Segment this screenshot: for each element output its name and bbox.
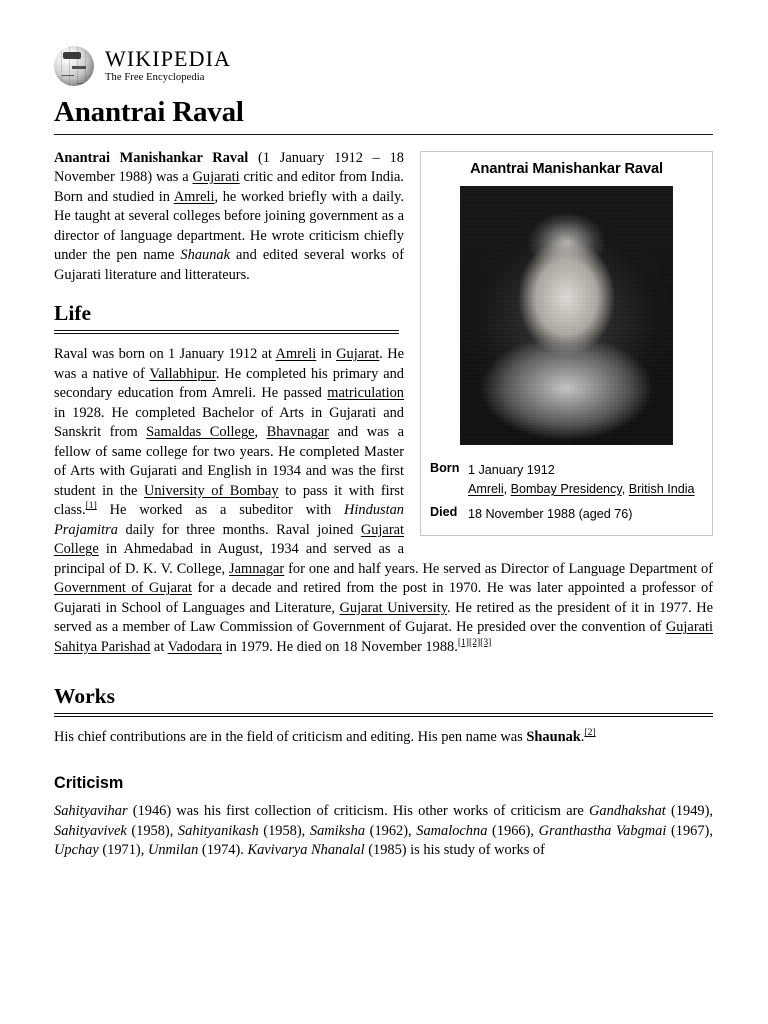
wordmark-main: WIKIPEDIA [105, 46, 231, 72]
link-amreli[interactable]: Amreli [467, 482, 504, 497]
work-granthastha-vabgmai: Granthastha Vabgmai [538, 822, 667, 839]
reference-1[interactable]: [1] [85, 500, 97, 512]
life-t-l: for one and half years. He served as Director of Language Department of [284, 560, 713, 577]
infobox-row-died [429, 502, 704, 527]
crit-t-10: (1985) is his study of works of [364, 842, 545, 859]
wikipedia-globe-icon [54, 46, 94, 86]
link-amreli[interactable]: Amreli [173, 188, 215, 205]
page-title: Anantrai Raval [54, 96, 244, 128]
crit-t-8: (1971), [98, 842, 148, 859]
reference-123[interactable]: [1][2][3] [457, 636, 492, 648]
work-sahityavihar: Sahityavihar [54, 803, 128, 820]
lead-dates: (1 January 1912 – 18 November 1988) was a [54, 149, 404, 186]
infobox-row-born [429, 458, 704, 502]
work-samiksha: Samiksha [309, 822, 366, 839]
infobox-label-born: Born [430, 461, 460, 476]
life-t-b: in [316, 346, 337, 363]
life-t-e: in 1928. He completed Bachelor of Arts in Gujarati and Sanskrit from [54, 404, 404, 441]
life-t-o: at [150, 638, 168, 655]
life-t-d: . He completed his primary and secondary education from Amreli. He passed [54, 365, 404, 402]
crit-t-6: (1966), [487, 822, 539, 839]
link-university-of-bombay[interactable]: University of Bombay [143, 482, 279, 499]
link-matriculation[interactable]: matriculation [327, 385, 404, 402]
reference-marker[interactable] [86, 500, 97, 511]
link-government-of-gujarat[interactable]: Government of Gujarat [54, 580, 193, 597]
link-vadodara[interactable]: Vadodara [167, 638, 222, 655]
lead-text-3: and edited several works of Gujarati literature and litterateurs. [54, 247, 404, 283]
link-vallabhipur[interactable]: Vallabhipur [149, 365, 216, 382]
work-samalochna: Samalochna [416, 822, 488, 839]
works-paragraph [54, 728, 713, 748]
life-t-f: , [254, 424, 267, 441]
crit-t-9: (1974). [198, 842, 248, 859]
title-divider [54, 134, 713, 135]
crit-t-2: (1949), [665, 803, 713, 820]
life-t-h: to pass it with first class. [54, 482, 404, 519]
infobox-value-died: 18 November 1988 (aged 76) [467, 506, 633, 521]
crit-t-4: (1958), [258, 822, 310, 839]
work-sahityanikash: Sahityanikash [177, 822, 259, 839]
criticism-paragraph [54, 802, 713, 861]
work-kavivarya-nhanalal: Kavivarya Nhanalal [247, 842, 365, 859]
wikipedia-header [54, 44, 713, 88]
section-heading-works: Works [54, 684, 115, 709]
crit-t-1: (1946) was his first collection of criticism. His other works of criticism are [127, 803, 590, 820]
link-gujarati[interactable]: Gujarati [192, 169, 240, 186]
link-gujarat[interactable]: Gujarat [336, 346, 380, 363]
italic-hindustan-prajamitra: Hindustan Prajamitra [54, 502, 404, 538]
section-divider-works [54, 713, 713, 717]
life-t-j: daily for three months. Raval joined [117, 521, 361, 538]
wordmark-tagline: The Free Encyclopedia [105, 72, 205, 84]
section-divider-life [54, 330, 399, 334]
article-content [54, 44, 713, 872]
infobox-title: Anantrai Manishankar Raval [470, 160, 663, 177]
work-gandhakshat: Gandhakshat [589, 803, 666, 820]
work-unmilan: Unmilan [147, 842, 199, 859]
born-place: Amreli, Bombay Presidency, British India [467, 482, 695, 497]
life-t-i: He worked as a subeditor with [96, 502, 345, 519]
reference-marker-group[interactable] [458, 637, 492, 648]
pen-name-shaunak: Shaunak [180, 247, 230, 264]
crit-t-5: (1962), [365, 822, 417, 839]
lead-bold-name: Anantrai Manishankar Raval [54, 149, 249, 166]
born-date: 1 January 1912 [467, 463, 555, 478]
life-t-p: in 1979. He died on 18 November 1988. [222, 638, 458, 655]
life-t-m: for a decade and retired from the post in 1970. He was later appointed a professor of Gujarati in School of Languages and Literature, [54, 580, 713, 616]
link-amreli[interactable]: Amreli [275, 346, 317, 363]
section-heading-life: Life [54, 301, 92, 326]
works-t-a: His chief contributions are in the field of criticism and editing. His pen name was [54, 729, 527, 746]
link-bombay-presidency[interactable]: Bombay Presidency [510, 482, 622, 497]
works-pen-name: Shaunak [526, 729, 581, 746]
link-gujarat-college[interactable]: Gujarat College [54, 521, 404, 558]
life-t-c: . He was a native of [54, 346, 404, 382]
reference-2[interactable]: [2] [584, 727, 596, 739]
link-bhavnagar[interactable]: Bhavnagar [266, 424, 329, 441]
lead-text-2: , he worked briefly with a daily. He taught at several colleges before joining government as a director of language department. He wrote criticism chiefly under the pen name [54, 188, 404, 264]
infobox-value-born [468, 458, 704, 502]
work-sahityavivek: Sahityavivek [54, 822, 127, 839]
infobox-label-died: Died [430, 504, 458, 519]
wikipedia-wordmark [105, 48, 231, 84]
link-jamnagar[interactable]: Jamnagar [229, 560, 285, 577]
reference-marker[interactable] [584, 727, 595, 738]
infobox [420, 151, 713, 536]
life-t-g: and was a fellow of same college for two years. He completed Master of Arts with Gujarati and English in 1934 and was the first student in the [54, 424, 404, 499]
crit-t-3: (1958), [126, 822, 178, 839]
work-upchay: Upchay [54, 842, 99, 859]
link-gujarat-university[interactable]: Gujarat University [339, 599, 448, 616]
portrait-photo [460, 186, 673, 445]
crit-t-7: (1967), [666, 822, 713, 839]
lead-text-1: critic and editor from India. Born and studied in [54, 169, 404, 205]
infobox-image-wrap [429, 186, 704, 448]
link-british-india[interactable]: British India [628, 482, 695, 497]
link-gujarati-sahitya-parishad[interactable]: Gujarati Sahitya Parishad [54, 619, 713, 655]
infobox-table [429, 458, 704, 527]
subsection-heading-criticism: Criticism [54, 773, 124, 792]
link-samaldas-college[interactable]: Samaldas College [146, 424, 255, 441]
life-t-k: in Ahmedabad in August, 1934 and served as a principal of D. K. V. College, [54, 541, 404, 577]
life-t-a: Raval was born on 1 January 1912 at [54, 346, 276, 363]
works-t-b: . [580, 729, 585, 746]
life-t-n: . He retired as the president of it in 1977. He served as a member of Law Commission of Government of Gujarat. He presided over the convention of [54, 599, 713, 636]
